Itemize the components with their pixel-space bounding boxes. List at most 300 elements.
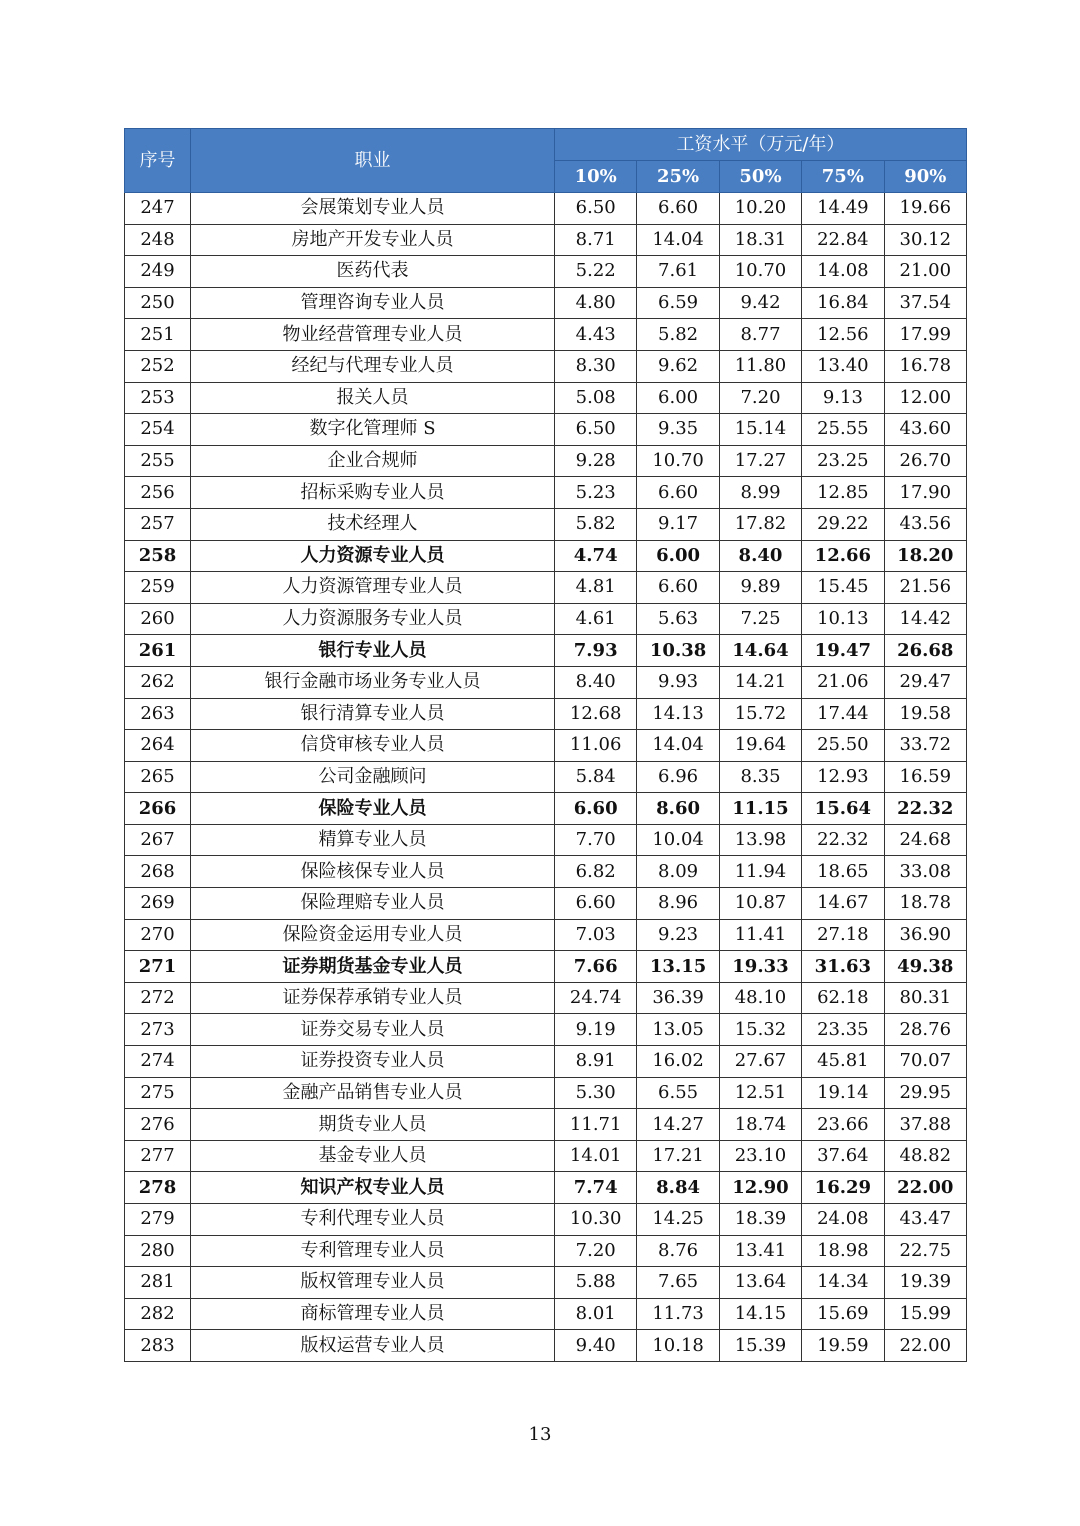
row-p75: 18.98 xyxy=(802,1235,884,1267)
row-no: 274 xyxy=(125,1046,191,1078)
table-row xyxy=(125,856,967,888)
row-job: 金融产品销售专业人员 xyxy=(191,1077,555,1109)
row-p10: 24.74 xyxy=(555,982,637,1014)
row-job: 证券保荐承销专业人员 xyxy=(191,982,555,1014)
row-no: 269 xyxy=(125,888,191,920)
row-no: 283 xyxy=(125,1330,191,1362)
row-p75: 17.44 xyxy=(802,698,884,730)
header-p25: 25% xyxy=(637,161,719,193)
row-p10: 5.08 xyxy=(555,382,637,414)
table-row xyxy=(125,477,967,509)
row-p50: 18.39 xyxy=(719,1204,801,1236)
row-p25: 11.73 xyxy=(637,1298,719,1330)
row-p25: 8.96 xyxy=(637,888,719,920)
row-no: 263 xyxy=(125,698,191,730)
row-no: 281 xyxy=(125,1267,191,1299)
row-p50: 13.64 xyxy=(719,1267,801,1299)
row-p25: 7.61 xyxy=(637,256,719,288)
row-p50: 48.10 xyxy=(719,982,801,1014)
row-p90: 19.66 xyxy=(884,193,966,225)
table-row xyxy=(125,951,967,983)
table-row xyxy=(125,414,967,446)
row-p50: 11.94 xyxy=(719,856,801,888)
row-p50: 8.77 xyxy=(719,319,801,351)
row-p75: 24.08 xyxy=(802,1204,884,1236)
row-no: 271 xyxy=(125,951,191,983)
row-p75: 23.25 xyxy=(802,445,884,477)
table-row xyxy=(125,1204,967,1236)
row-p90: 18.78 xyxy=(884,888,966,920)
table-row xyxy=(125,1267,967,1299)
row-p75: 27.18 xyxy=(802,919,884,951)
row-p75: 37.64 xyxy=(802,1140,884,1172)
row-p90: 24.68 xyxy=(884,824,966,856)
row-job: 证券期货基金专业人员 xyxy=(191,951,555,983)
row-p90: 43.60 xyxy=(884,414,966,446)
row-job: 会展策划专业人员 xyxy=(191,193,555,225)
row-job: 精算专业人员 xyxy=(191,824,555,856)
header-p50: 50% xyxy=(719,161,801,193)
row-p25: 8.76 xyxy=(637,1235,719,1267)
row-p50: 18.31 xyxy=(719,224,801,256)
row-p90: 21.56 xyxy=(884,572,966,604)
row-p90: 80.31 xyxy=(884,982,966,1014)
row-p10: 5.82 xyxy=(555,508,637,540)
row-no: 252 xyxy=(125,350,191,382)
row-p10: 14.01 xyxy=(555,1140,637,1172)
row-p10: 6.50 xyxy=(555,414,637,446)
row-p50: 14.21 xyxy=(719,666,801,698)
table-row xyxy=(125,1046,967,1078)
row-no: 247 xyxy=(125,193,191,225)
row-p10: 9.28 xyxy=(555,445,637,477)
row-p75: 12.93 xyxy=(802,761,884,793)
table-row xyxy=(125,982,967,1014)
table-row xyxy=(125,445,967,477)
row-p25: 10.04 xyxy=(637,824,719,856)
row-p50: 13.98 xyxy=(719,824,801,856)
row-p90: 43.47 xyxy=(884,1204,966,1236)
table-row xyxy=(125,666,967,698)
row-job: 房地产开发专业人员 xyxy=(191,224,555,256)
row-p75: 12.66 xyxy=(802,540,884,572)
row-p10: 9.19 xyxy=(555,1014,637,1046)
row-no: 250 xyxy=(125,287,191,319)
row-no: 248 xyxy=(125,224,191,256)
row-p10: 5.88 xyxy=(555,1267,637,1299)
row-job: 专利代理专业人员 xyxy=(191,1204,555,1236)
row-p10: 6.60 xyxy=(555,793,637,825)
row-p50: 18.74 xyxy=(719,1109,801,1141)
table-row xyxy=(125,919,967,951)
row-p90: 43.56 xyxy=(884,508,966,540)
row-p90: 22.00 xyxy=(884,1172,966,1204)
row-p25: 6.60 xyxy=(637,193,719,225)
table-row xyxy=(125,824,967,856)
row-p50: 8.99 xyxy=(719,477,801,509)
row-p90: 29.95 xyxy=(884,1077,966,1109)
row-p50: 8.40 xyxy=(719,540,801,572)
row-p90: 22.75 xyxy=(884,1235,966,1267)
row-p50: 27.67 xyxy=(719,1046,801,1078)
row-job: 期货专业人员 xyxy=(191,1109,555,1141)
table-row xyxy=(125,888,967,920)
table-row xyxy=(125,287,967,319)
row-job: 管理咨询专业人员 xyxy=(191,287,555,319)
row-p75: 19.47 xyxy=(802,635,884,667)
row-p75: 23.35 xyxy=(802,1014,884,1046)
row-p75: 22.84 xyxy=(802,224,884,256)
row-no: 258 xyxy=(125,540,191,572)
row-p25: 9.23 xyxy=(637,919,719,951)
row-no: 279 xyxy=(125,1204,191,1236)
table-row xyxy=(125,1140,967,1172)
row-job: 银行清算专业人员 xyxy=(191,698,555,730)
row-p25: 8.09 xyxy=(637,856,719,888)
table-row xyxy=(125,1298,967,1330)
row-job: 保险资金运用专业人员 xyxy=(191,919,555,951)
header-p75: 75% xyxy=(802,161,884,193)
row-p90: 30.12 xyxy=(884,224,966,256)
row-p75: 18.65 xyxy=(802,856,884,888)
row-p25: 13.15 xyxy=(637,951,719,983)
row-job: 物业经营管理专业人员 xyxy=(191,319,555,351)
row-p25: 6.55 xyxy=(637,1077,719,1109)
row-p75: 31.63 xyxy=(802,951,884,983)
row-p10: 6.50 xyxy=(555,193,637,225)
row-job: 证券投资专业人员 xyxy=(191,1046,555,1078)
row-p50: 13.41 xyxy=(719,1235,801,1267)
row-p10: 7.74 xyxy=(555,1172,637,1204)
row-p75: 16.29 xyxy=(802,1172,884,1204)
table-row xyxy=(125,635,967,667)
row-p25: 6.60 xyxy=(637,477,719,509)
row-p75: 25.55 xyxy=(802,414,884,446)
row-p50: 19.64 xyxy=(719,730,801,762)
row-no: 270 xyxy=(125,919,191,951)
row-p75: 14.49 xyxy=(802,193,884,225)
row-p10: 7.93 xyxy=(555,635,637,667)
row-p10: 7.70 xyxy=(555,824,637,856)
table-row xyxy=(125,350,967,382)
header-no: 序号 xyxy=(125,129,191,193)
row-p25: 10.18 xyxy=(637,1330,719,1362)
row-p10: 4.74 xyxy=(555,540,637,572)
row-job: 银行金融市场业务专业人员 xyxy=(191,666,555,698)
header-p90: 90% xyxy=(884,161,966,193)
row-job: 保险核保专业人员 xyxy=(191,856,555,888)
table-header xyxy=(125,129,967,193)
row-job: 经纪与代理专业人员 xyxy=(191,350,555,382)
row-p90: 18.20 xyxy=(884,540,966,572)
row-no: 278 xyxy=(125,1172,191,1204)
row-p50: 14.15 xyxy=(719,1298,801,1330)
row-p90: 29.47 xyxy=(884,666,966,698)
row-no: 280 xyxy=(125,1235,191,1267)
row-p25: 6.96 xyxy=(637,761,719,793)
header-salary: 工资水平（万元/年） xyxy=(555,129,967,161)
row-job: 报关人员 xyxy=(191,382,555,414)
row-p25: 36.39 xyxy=(637,982,719,1014)
row-p50: 10.70 xyxy=(719,256,801,288)
row-p25: 14.27 xyxy=(637,1109,719,1141)
row-no: 272 xyxy=(125,982,191,1014)
row-job: 保险理赔专业人员 xyxy=(191,888,555,920)
row-job: 商标管理专业人员 xyxy=(191,1298,555,1330)
row-no: 257 xyxy=(125,508,191,540)
row-p25: 14.25 xyxy=(637,1204,719,1236)
row-job: 医药代表 xyxy=(191,256,555,288)
row-p90: 33.08 xyxy=(884,856,966,888)
row-p10: 4.80 xyxy=(555,287,637,319)
row-p75: 19.59 xyxy=(802,1330,884,1362)
row-p25: 6.00 xyxy=(637,540,719,572)
row-p75: 23.66 xyxy=(802,1109,884,1141)
row-p90: 33.72 xyxy=(884,730,966,762)
row-p10: 7.20 xyxy=(555,1235,637,1267)
page-number: 13 xyxy=(528,1424,552,1445)
table-row xyxy=(125,1077,967,1109)
row-p25: 14.04 xyxy=(637,730,719,762)
row-p25: 6.00 xyxy=(637,382,719,414)
row-p50: 12.90 xyxy=(719,1172,801,1204)
row-no: 261 xyxy=(125,635,191,667)
row-p10: 11.06 xyxy=(555,730,637,762)
table-row xyxy=(125,382,967,414)
row-p90: 22.00 xyxy=(884,1330,966,1362)
table-row xyxy=(125,698,967,730)
row-job: 人力资源管理专业人员 xyxy=(191,572,555,604)
row-p25: 8.60 xyxy=(637,793,719,825)
row-p50: 15.32 xyxy=(719,1014,801,1046)
table-row xyxy=(125,508,967,540)
row-p25: 14.13 xyxy=(637,698,719,730)
row-p90: 36.90 xyxy=(884,919,966,951)
table-row xyxy=(125,793,967,825)
row-p10: 4.43 xyxy=(555,319,637,351)
table-row xyxy=(125,1172,967,1204)
row-p10: 12.68 xyxy=(555,698,637,730)
row-no: 276 xyxy=(125,1109,191,1141)
row-p90: 12.00 xyxy=(884,382,966,414)
table-row xyxy=(125,1014,967,1046)
row-p75: 14.34 xyxy=(802,1267,884,1299)
row-p50: 23.10 xyxy=(719,1140,801,1172)
row-p25: 7.65 xyxy=(637,1267,719,1299)
row-p25: 9.35 xyxy=(637,414,719,446)
table-row xyxy=(125,730,967,762)
row-p90: 14.42 xyxy=(884,603,966,635)
row-job: 专利管理专业人员 xyxy=(191,1235,555,1267)
row-p25: 17.21 xyxy=(637,1140,719,1172)
table-row xyxy=(125,1235,967,1267)
row-p75: 19.14 xyxy=(802,1077,884,1109)
row-no: 256 xyxy=(125,477,191,509)
row-p10: 4.61 xyxy=(555,603,637,635)
row-p90: 19.39 xyxy=(884,1267,966,1299)
table-row xyxy=(125,572,967,604)
row-no: 253 xyxy=(125,382,191,414)
row-job: 保险专业人员 xyxy=(191,793,555,825)
row-p10: 7.66 xyxy=(555,951,637,983)
row-p25: 9.93 xyxy=(637,666,719,698)
row-no: 260 xyxy=(125,603,191,635)
row-p10: 6.60 xyxy=(555,888,637,920)
row-p50: 7.20 xyxy=(719,382,801,414)
row-p50: 12.51 xyxy=(719,1077,801,1109)
row-p75: 12.56 xyxy=(802,319,884,351)
row-p75: 12.85 xyxy=(802,477,884,509)
row-p75: 14.67 xyxy=(802,888,884,920)
row-job: 版权运营专业人员 xyxy=(191,1330,555,1362)
row-p90: 37.54 xyxy=(884,287,966,319)
row-p25: 16.02 xyxy=(637,1046,719,1078)
row-job: 银行专业人员 xyxy=(191,635,555,667)
row-job: 技术经理人 xyxy=(191,508,555,540)
row-p90: 28.76 xyxy=(884,1014,966,1046)
row-no: 273 xyxy=(125,1014,191,1046)
table-row xyxy=(125,193,967,225)
row-job: 人力资源专业人员 xyxy=(191,540,555,572)
row-p25: 10.38 xyxy=(637,635,719,667)
row-p75: 14.08 xyxy=(802,256,884,288)
row-p10: 8.30 xyxy=(555,350,637,382)
row-p10: 10.30 xyxy=(555,1204,637,1236)
row-p90: 22.32 xyxy=(884,793,966,825)
row-no: 264 xyxy=(125,730,191,762)
row-job: 版权管理专业人员 xyxy=(191,1267,555,1299)
row-p50: 11.80 xyxy=(719,350,801,382)
row-p25: 5.63 xyxy=(637,603,719,635)
row-no: 255 xyxy=(125,445,191,477)
row-p50: 15.14 xyxy=(719,414,801,446)
row-p75: 62.18 xyxy=(802,982,884,1014)
row-p25: 10.70 xyxy=(637,445,719,477)
table-row xyxy=(125,319,967,351)
row-job: 基金专业人员 xyxy=(191,1140,555,1172)
row-p50: 11.15 xyxy=(719,793,801,825)
row-p10: 8.71 xyxy=(555,224,637,256)
table-row xyxy=(125,603,967,635)
row-p25: 6.59 xyxy=(637,287,719,319)
row-p25: 14.04 xyxy=(637,224,719,256)
row-p90: 16.78 xyxy=(884,350,966,382)
table-row xyxy=(125,540,967,572)
row-p10: 8.01 xyxy=(555,1298,637,1330)
row-p10: 9.40 xyxy=(555,1330,637,1362)
row-p50: 10.20 xyxy=(719,193,801,225)
row-job: 证券交易专业人员 xyxy=(191,1014,555,1046)
table-row xyxy=(125,1109,967,1141)
row-p10: 5.23 xyxy=(555,477,637,509)
row-no: 254 xyxy=(125,414,191,446)
row-p75: 22.32 xyxy=(802,824,884,856)
row-no: 259 xyxy=(125,572,191,604)
row-p50: 15.39 xyxy=(719,1330,801,1362)
row-job: 数字化管理师 S xyxy=(191,414,555,446)
row-no: 251 xyxy=(125,319,191,351)
row-p75: 15.69 xyxy=(802,1298,884,1330)
row-p90: 70.07 xyxy=(884,1046,966,1078)
row-p75: 15.64 xyxy=(802,793,884,825)
row-p90: 17.90 xyxy=(884,477,966,509)
row-p25: 9.62 xyxy=(637,350,719,382)
row-p75: 29.22 xyxy=(802,508,884,540)
row-p25: 5.82 xyxy=(637,319,719,351)
row-p90: 49.38 xyxy=(884,951,966,983)
table-row xyxy=(125,1330,967,1362)
row-p75: 10.13 xyxy=(802,603,884,635)
row-p25: 9.17 xyxy=(637,508,719,540)
row-p10: 5.84 xyxy=(555,761,637,793)
row-job: 公司金融顾问 xyxy=(191,761,555,793)
row-p90: 16.59 xyxy=(884,761,966,793)
row-p75: 21.06 xyxy=(802,666,884,698)
row-p10: 11.71 xyxy=(555,1109,637,1141)
row-no: 268 xyxy=(125,856,191,888)
table-row xyxy=(125,224,967,256)
row-p75: 25.50 xyxy=(802,730,884,762)
row-p50: 9.89 xyxy=(719,572,801,604)
row-no: 249 xyxy=(125,256,191,288)
row-job: 招标采购专业人员 xyxy=(191,477,555,509)
row-job: 人力资源服务专业人员 xyxy=(191,603,555,635)
row-p50: 17.82 xyxy=(719,508,801,540)
row-p25: 8.84 xyxy=(637,1172,719,1204)
row-p10: 5.30 xyxy=(555,1077,637,1109)
row-p90: 15.99 xyxy=(884,1298,966,1330)
row-p75: 16.84 xyxy=(802,287,884,319)
row-job: 知识产权专业人员 xyxy=(191,1172,555,1204)
row-p90: 19.58 xyxy=(884,698,966,730)
row-p10: 8.40 xyxy=(555,666,637,698)
row-no: 282 xyxy=(125,1298,191,1330)
row-no: 277 xyxy=(125,1140,191,1172)
salary-table xyxy=(124,128,967,1362)
row-p50: 8.35 xyxy=(719,761,801,793)
row-p75: 13.40 xyxy=(802,350,884,382)
row-p50: 11.41 xyxy=(719,919,801,951)
row-p90: 21.00 xyxy=(884,256,966,288)
row-p10: 5.22 xyxy=(555,256,637,288)
row-no: 266 xyxy=(125,793,191,825)
table-body xyxy=(125,193,967,1362)
row-p50: 7.25 xyxy=(719,603,801,635)
row-p75: 45.81 xyxy=(802,1046,884,1078)
row-p50: 14.64 xyxy=(719,635,801,667)
table-row xyxy=(125,761,967,793)
row-p75: 9.13 xyxy=(802,382,884,414)
row-p90: 48.82 xyxy=(884,1140,966,1172)
row-job: 企业合规师 xyxy=(191,445,555,477)
header-job: 职业 xyxy=(191,129,555,193)
row-p50: 17.27 xyxy=(719,445,801,477)
row-p90: 26.70 xyxy=(884,445,966,477)
table-row xyxy=(125,256,967,288)
row-p10: 8.91 xyxy=(555,1046,637,1078)
row-no: 267 xyxy=(125,824,191,856)
row-p50: 15.72 xyxy=(719,698,801,730)
row-job: 信贷审核专业人员 xyxy=(191,730,555,762)
row-p10: 7.03 xyxy=(555,919,637,951)
row-p90: 26.68 xyxy=(884,635,966,667)
row-p50: 19.33 xyxy=(719,951,801,983)
row-p90: 37.88 xyxy=(884,1109,966,1141)
header-p10: 10% xyxy=(555,161,637,193)
row-p90: 17.99 xyxy=(884,319,966,351)
row-p75: 15.45 xyxy=(802,572,884,604)
row-no: 262 xyxy=(125,666,191,698)
